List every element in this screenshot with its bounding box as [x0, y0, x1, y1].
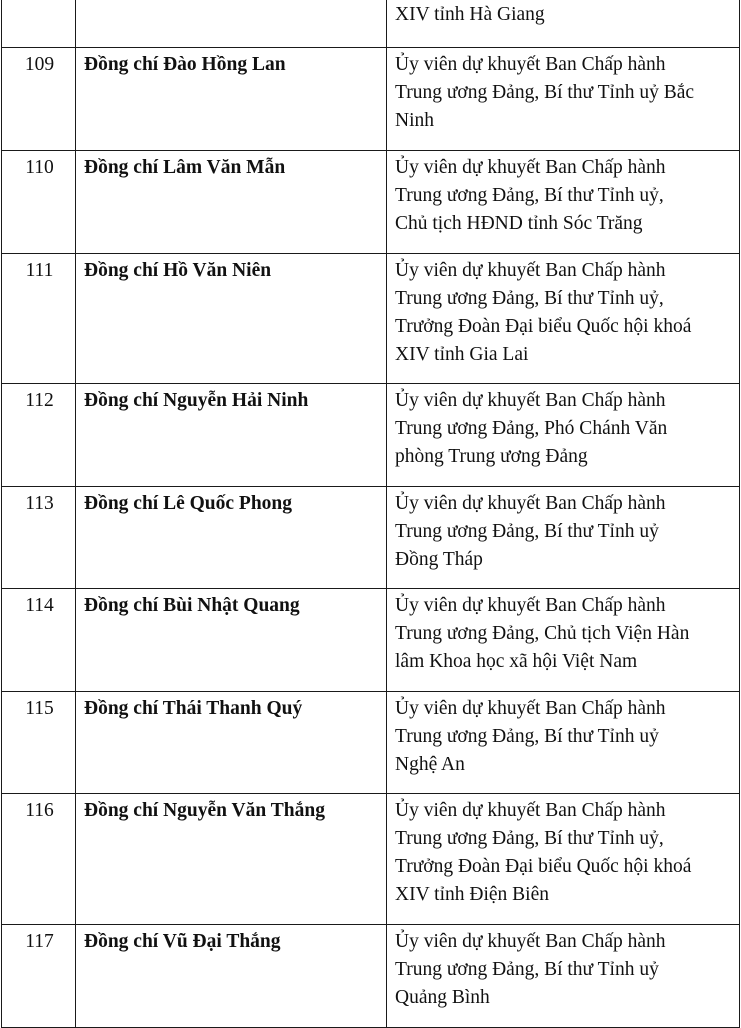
member-position: [387, 384, 740, 487]
position-line: Ủy viên dự khuyết Ban Chấp hành: [395, 390, 666, 411]
position-line: Trung ương Đảng, Bí thư Tỉnh uỷ,: [395, 288, 664, 309]
member-position: [387, 0, 740, 48]
member-name: Đồng chí Lê Quốc Phong: [76, 487, 387, 589]
table-row: [2, 487, 740, 589]
member-position: [387, 254, 740, 384]
table-row: [2, 384, 740, 487]
table-row: [2, 692, 740, 794]
row-number: 117: [2, 925, 76, 1028]
committee-member-table-body: [2, 0, 740, 1028]
member-name: Đồng chí Nguyễn Hải Ninh: [76, 384, 387, 487]
position-line: lâm Khoa học xã hội Việt Nam: [395, 651, 638, 672]
position-line: Ủy viên dự khuyết Ban Chấp hành: [395, 260, 666, 281]
position-line: Ủy viên dự khuyết Ban Chấp hành: [395, 931, 666, 952]
member-name: Đồng chí Đào Hồng Lan: [76, 48, 387, 151]
row-number: 116: [2, 794, 76, 925]
row-number: 114: [2, 589, 76, 692]
position-line: Ủy viên dự khuyết Ban Chấp hành: [395, 54, 666, 75]
position-line: Trưởng Đoàn Đại biểu Quốc hội khoá: [395, 316, 692, 337]
position-line: XIV tỉnh Điện Biên: [395, 884, 550, 905]
position-line: Trung ương Đảng, Bí thư Tỉnh uỷ,: [395, 828, 664, 849]
position-line: Trung ương Đảng, Bí thư Tỉnh uỷ,: [395, 185, 664, 206]
row-number: 111: [2, 254, 76, 384]
row-number: 115: [2, 692, 76, 794]
row-number: 110: [2, 151, 76, 254]
member-position: [387, 487, 740, 589]
position-line: Chủ tịch HĐND tỉnh Sóc Trăng: [395, 213, 643, 234]
member-name: Đồng chí Nguyễn Văn Thắng: [76, 794, 387, 925]
table-row: [2, 48, 740, 151]
position-line: Nghệ An: [395, 754, 465, 775]
position-line: Ủy viên dự khuyết Ban Chấp hành: [395, 157, 666, 178]
member-name: Đồng chí Hồ Văn Niên: [76, 254, 387, 384]
position-line: phòng Trung ương Đảng: [395, 446, 588, 467]
member-position: [387, 925, 740, 1028]
member-position: [387, 794, 740, 925]
table-row: [2, 589, 740, 692]
position-line: Trưởng Đoàn Đại biểu Quốc hội khoá: [395, 856, 692, 877]
position-line: XIV tỉnh Gia Lai: [395, 344, 529, 365]
row-number: 113: [2, 487, 76, 589]
table-row: [2, 254, 740, 384]
row-number: [2, 0, 76, 48]
position-line: Trung ương Đảng, Bí thư Tỉnh uỷ: [395, 726, 659, 747]
position-line: Ủy viên dự khuyết Ban Chấp hành: [395, 493, 666, 514]
member-name: Đồng chí Bùi Nhật Quang: [76, 589, 387, 692]
member-position: [387, 692, 740, 794]
position-line: XIV tỉnh Hà Giang: [395, 4, 545, 25]
position-line: Trung ương Đảng, Bí thư Tỉnh uỷ: [395, 521, 659, 542]
member-position: [387, 589, 740, 692]
row-number: 109: [2, 48, 76, 151]
position-line: Trung ương Đảng, Chủ tịch Viện Hàn: [395, 623, 690, 644]
position-line: Đồng Tháp: [395, 549, 483, 570]
table-row: [2, 151, 740, 254]
member-name: Đồng chí Vũ Đại Thắng: [76, 925, 387, 1028]
member-name: [76, 0, 387, 48]
position-line: Ninh: [395, 110, 434, 131]
position-line: Quảng Bình: [395, 987, 490, 1008]
table-row: [2, 794, 740, 925]
table-row: [2, 925, 740, 1028]
position-line: Ủy viên dự khuyết Ban Chấp hành: [395, 595, 666, 616]
position-line: Ủy viên dự khuyết Ban Chấp hành: [395, 698, 666, 719]
position-line: Ủy viên dự khuyết Ban Chấp hành: [395, 800, 666, 821]
committee-member-table: [1, 0, 740, 1028]
member-name: Đồng chí Thái Thanh Quý: [76, 692, 387, 794]
position-line: Trung ương Đảng, Bí thư Tỉnh uỷ: [395, 959, 659, 980]
member-position: [387, 48, 740, 151]
table-row: [2, 0, 740, 48]
row-number: 112: [2, 384, 76, 487]
position-line: Trung ương Đảng, Phó Chánh Văn: [395, 418, 668, 439]
member-name: Đồng chí Lâm Văn Mẫn: [76, 151, 387, 254]
member-position: [387, 151, 740, 254]
position-line: Trung ương Đảng, Bí thư Tỉnh uỷ Bắc: [395, 82, 695, 103]
